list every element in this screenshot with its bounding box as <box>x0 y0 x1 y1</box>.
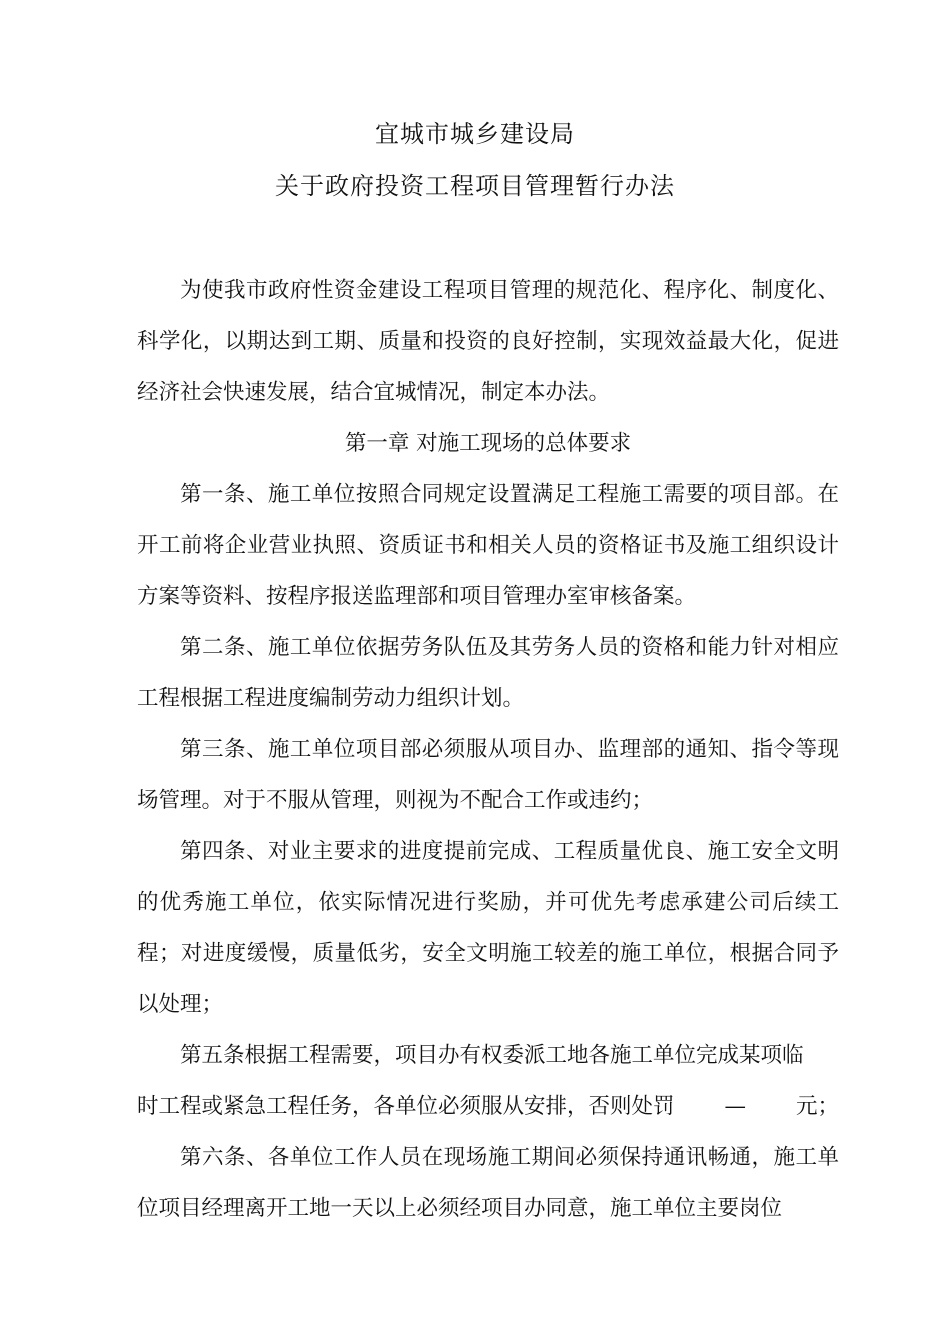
article-2: 第二条、施工单位依据劳务队伍及其劳务人员的资格和能力针对相应工程根据工程进度编制劳动力组织计划。 <box>137 635 839 711</box>
article-5 <box>137 1030 839 1132</box>
document-title-main: 关于政府投资工程项目管理暂行办法 <box>275 172 675 200</box>
article-5-line-2 <box>137 1081 839 1132</box>
chapter-heading: 第一章 对施工现场的总体要求 <box>344 431 632 456</box>
article-6: 第六条、各单位工作人员在现场施工期间必须保持通讯畅通，施工单位项目经理离开工地一天以上必须经项目办同意，施工单位主要岗位 <box>137 1145 839 1221</box>
intro-paragraph: 为使我市政府性资金建设工程项目管理的规范化、程序化、制度化、科学化，以期达到工期、质量和投资的良好控制，实现效益最大化，促进经济社会快速发展，结合宜城情况，制定本办法。 <box>137 278 839 405</box>
article-1: 第一条、施工单位按照合同规定设置满足工程施工需要的项目部。在开工前将企业营业执照、资质证书和相关人员的资格证书及施工组织设计方案等资料、按程序报送监理部和项目管理办室审核备案。 <box>137 482 839 609</box>
document-body <box>137 265 839 1234</box>
article-5-currency-unit: 元； <box>795 1094 839 1119</box>
article-4: 第四条、对业主要求的进度提前完成、工程质量优良、施工安全文明的优秀施工单位，依实际情况进行奖励，并可优先考虑承建公司后续工程；对进度缓慢，质量低劣，安全文明施工较差的施工单位，根据合同予以处理； <box>137 839 839 1017</box>
article-5-blank-amount: — <box>724 1094 746 1119</box>
article-3: 第三条、施工单位项目部必须服从项目办、监理部的通知、指令等现场管理。对于不服从管理，则视为不配合工作或违约； <box>137 737 839 813</box>
article-5-line-1: 第五条根据工程需要，项目办有权委派工地各施工单位完成某项临 <box>180 1043 804 1068</box>
document-title-issuer: 宜城市城乡建设局 <box>375 120 575 148</box>
article-5-penalty-text: 时工程或紧急工程任务，各单位必须服从安排，否则处罚 <box>137 1094 675 1119</box>
